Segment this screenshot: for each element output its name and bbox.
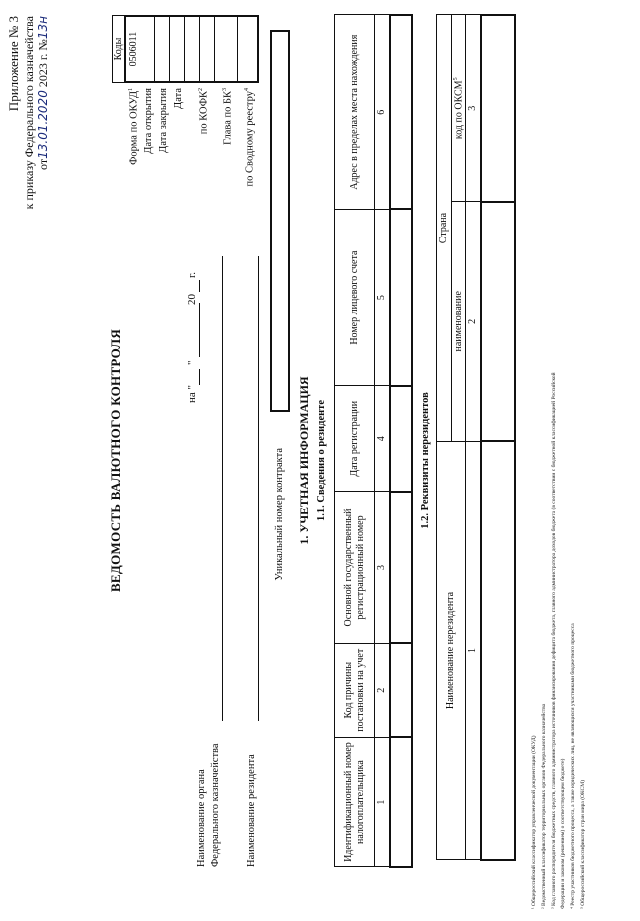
header-inn: Идентификационный номер налогоплательщика [335, 737, 375, 867]
footnote-3-cont: Федерации и законом (решением) о соответствующем бюджете) [560, 758, 566, 909]
codes-label-open-date: Дата открытия [143, 88, 154, 154]
order-date: 13.01.2020 [36, 90, 50, 159]
table-cell[interactable] [481, 441, 515, 860]
header-country: Страна [437, 15, 452, 441]
col-number: 6 [375, 15, 390, 209]
footnote-2: ² Ведомственный классификатор территориальных органов Федерального казначейства [541, 703, 547, 909]
header-nonresident-name: Наименование нерезидента [437, 441, 466, 860]
col-number: 2 [466, 202, 481, 441]
col-number: 2 [375, 643, 390, 737]
table-cell[interactable] [390, 386, 412, 492]
table-cell[interactable] [481, 15, 515, 202]
col-number: 3 [466, 15, 481, 202]
codes-title: Коды [112, 15, 125, 83]
appendix-label: Приложение № 3 [6, 16, 21, 112]
header-ogrn: Основной государственный регистрационный номер [335, 492, 375, 644]
footnote-3: ³ Код главного распорядителя бюджетных средств, главного администратора источников финансирования дефицита бюджета, главного администратора доходов бюджета (в соответствии с бюджетной классификацией Российской [551, 372, 557, 909]
header-account: Номер лицевого счета [335, 209, 375, 385]
codes-label-kofk: по КОФК$^2$ [198, 88, 210, 135]
section12-subtitle: 1.2. Реквизиты нерезидентов [420, 392, 431, 529]
order-line: к приказу Федерального казначейства [22, 16, 36, 210]
codes-value-column [124, 15, 259, 83]
header-address: Адрес в пределах места нахождения [335, 15, 375, 209]
order-reference: от13.01.2020 2023 г. №13н [36, 16, 50, 170]
table-cell[interactable] [390, 643, 412, 737]
col-number: 4 [375, 386, 390, 492]
resident-field-line[interactable] [258, 256, 259, 721]
col-number: 1 [466, 441, 481, 860]
table-cell[interactable] [390, 737, 412, 867]
table-cell[interactable] [390, 15, 412, 209]
header-country-code: код по ОКСМ$^5$ [451, 15, 466, 202]
codes-label-date: Дата [173, 88, 184, 109]
document-title: ВЕДОМОСТЬ ВАЛЮТНОГО КОНТРОЛЯ [108, 328, 123, 593]
table-cell[interactable] [390, 492, 412, 644]
header-reg-date: Дата регистрации [335, 386, 375, 492]
contract-number-field[interactable] [270, 30, 290, 412]
table-cell[interactable] [390, 209, 412, 385]
footnote-5: ⁵ Общероссийский классификатор стран мира (ОКСМ) [580, 780, 586, 909]
order-number: 13н [36, 16, 50, 40]
header-country-name: наименование [451, 202, 466, 441]
organ-field-line[interactable] [222, 256, 223, 721]
codes-label-bk: Глава по $БК^3$ [222, 88, 234, 145]
footnote-1: ¹ Общероссийский классификатор управленческой документации (ОКУД) [531, 735, 537, 909]
codes-label-okud: Форма по ОКУД$^1$ [128, 88, 140, 165]
nonresident-table [436, 14, 516, 861]
header-kpp: Код причины постановки на учет [335, 643, 375, 737]
col-number: 1 [375, 737, 390, 867]
okud-code-value: 0506011 [128, 31, 139, 67]
col-number: 5 [375, 209, 390, 385]
codes-label-close-date: Дата закрытия [158, 88, 169, 153]
organ-label-line1: Наименование органа [196, 769, 207, 867]
footnote-4: ⁴ Реестр участников бюджетного процесса, а также юридических лиц, не являющихся участниками бюджетного процесса [570, 623, 576, 909]
contract-label: Уникальный номер контракта [274, 448, 285, 581]
document-sheet: Приложение № 3 к приказу Федерального казначейства от13.01.2020 2023 г. №13н Коды 0506011 Форма по ОКУД$^1$ Дата открытия Дата закрытия Дата по КОФК$^2$ Глава по $БК^3$ по Сводному реестру$^4$ ВЕДОМОСТЬ ВАЛЮТНОГО КОНТРОЛЯ на " " 20 г. Наименование органа Федерального казначейства Наименование резидента Уникальный номер контракта 1. УЧЕТНАЯ ИНФОРМАЦИЯ 1.1. Сведения о резиденте Идентификационный номер налогоплательщика Код причины постановки на учет Основной государственный регистрационный номер Дата регистрации Номер лицевого счета Адрес в пределах места нахождения 1 2 3 4 5 6 1.2. Реквизиты нерезидентов Наименование нерезидента Страна наименование код по ОКСМ$^5$ 1 2 3 ¹ Общероссийский классификатор управленческой документации (ОКУД) ² Ведомственный классификатор территориальных органов Федерального казначейства ³ Код главного распорядителя бюджетных средств, главного администратора источников финансирования дефицита бюджета, главного администратора доходов бюджета (в соответствии с бюджетной классификацией Российской Федерации и законом (решением) о соответствующем бюджете) ⁴ Реестр участников бюджетного процесса, а также юридических лиц, не являющихся участниками бюджетного процесса ⁵ Общероссийский классификатор стран мира (ОКСМ) [0, 0, 640, 921]
section1-title: 1. УЧЕТНАЯ ИНФОРМАЦИЯ [297, 376, 311, 545]
resident-table [334, 14, 413, 868]
resident-label: Наименование резидента [246, 754, 257, 867]
codes-label-registry: по Сводному реестру$^4$ [244, 88, 256, 187]
col-number: 3 [375, 492, 390, 644]
organ-label-line2: Федерального казначейства [210, 743, 221, 867]
table-cell[interactable] [481, 202, 515, 441]
section1-subtitle: 1.1. Сведения о резиденте [316, 400, 327, 522]
